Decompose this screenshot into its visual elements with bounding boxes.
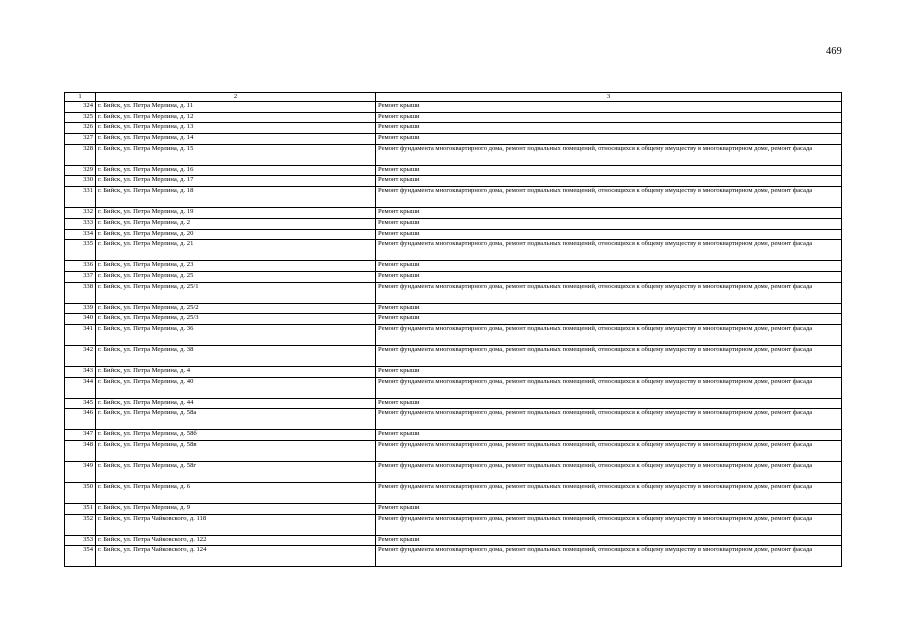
table-row xyxy=(65,345,842,366)
table-row xyxy=(65,144,842,165)
table-row xyxy=(65,535,842,546)
table-row xyxy=(65,324,842,345)
row-number-cell: 348 xyxy=(65,441,96,462)
row-address-cell: г. Бийск, ул. Петра Мерлина, д. 13 xyxy=(96,123,376,134)
row-number-cell: 341 xyxy=(65,324,96,345)
table-row xyxy=(65,462,842,483)
row-work-cell: Ремонт крыши xyxy=(376,102,842,113)
row-address-cell: г. Бийск, ул. Петра Мерлина, д. 20 xyxy=(96,229,376,240)
row-work-cell: Ремонт фундамента многоквартирного дома, ремонт подвальных помещений, относящихся к общему имуществу в многоквартирном доме, ремонт фасада xyxy=(376,483,842,504)
table-row xyxy=(65,134,842,145)
table-row xyxy=(65,229,842,240)
table-row xyxy=(65,409,842,430)
table-row xyxy=(65,430,842,441)
row-number-cell: 342 xyxy=(65,345,96,366)
row-address-cell: г. Бийск, ул. Петра Мерлина, д. 4 xyxy=(96,366,376,377)
row-number-cell: 352 xyxy=(65,514,96,535)
row-address-cell: г. Бийск, ул. Петра Мерлина, д. 19 xyxy=(96,208,376,219)
table-row xyxy=(65,377,842,398)
table-row xyxy=(65,165,842,176)
row-address-cell: г. Бийск, ул. Петра Мерлина, д. 40 xyxy=(96,377,376,398)
row-address-cell: г. Бийск, ул. Петра Мерлина, д. 25/3 xyxy=(96,314,376,325)
row-work-cell: Ремонт фундамента многоквартирного дома, ремонт подвальных помещений, относящихся к общему имуществу в многоквартирном доме, ремонт фасада xyxy=(376,282,842,303)
row-number-cell: 329 xyxy=(65,165,96,176)
row-address-cell: г. Бийск, ул. Петра Мерлина, д. 9 xyxy=(96,504,376,515)
row-address-cell: г. Бийск, ул. Петра Мерлина, д. 36 xyxy=(96,324,376,345)
row-number-cell: 335 xyxy=(65,240,96,261)
row-number-cell: 344 xyxy=(65,377,96,398)
page-number: 469 xyxy=(826,46,842,57)
row-work-cell: Ремонт фундамента многоквартирного дома, ремонт подвальных помещений, относящихся к общему имуществу в многоквартирном доме, ремонт фасада xyxy=(376,187,842,208)
row-work-cell: Ремонт фундамента многоквартирного дома, ремонт подвальных помещений, относящихся к общему имуществу в многоквартирном доме, ремонт фасада xyxy=(376,377,842,398)
row-number-cell: 338 xyxy=(65,282,96,303)
table-row xyxy=(65,546,842,567)
row-number-cell: 327 xyxy=(65,134,96,145)
row-work-cell: Ремонт фундамента многоквартирного дома, ремонт подвальных помещений, относящихся к общему имуществу в многоквартирном доме, ремонт фасада xyxy=(376,546,842,567)
table-row xyxy=(65,282,842,303)
header-cell-work: 3 xyxy=(376,93,842,102)
table-header-row xyxy=(65,93,842,102)
row-number-cell: 339 xyxy=(65,303,96,314)
row-number-cell: 330 xyxy=(65,176,96,187)
row-work-cell: Ремонт крыши xyxy=(376,218,842,229)
row-work-cell: Ремонт крыши xyxy=(376,229,842,240)
row-address-cell: г. Бийск, ул. Петра Мерлина, д. 21 xyxy=(96,240,376,261)
table-row xyxy=(65,176,842,187)
row-work-cell: Ремонт крыши xyxy=(376,123,842,134)
table-row xyxy=(65,314,842,325)
row-address-cell: г. Бийск, ул. Петра Мерлина, д. 15 xyxy=(96,144,376,165)
row-address-cell: г. Бийск, ул. Петра Мерлина, д. 2 xyxy=(96,218,376,229)
row-work-cell: Ремонт крыши xyxy=(376,271,842,282)
row-work-cell: Ремонт крыши xyxy=(376,366,842,377)
row-address-cell: г. Бийск, ул. Петра Мерлина, д. 23 xyxy=(96,261,376,272)
row-work-cell: Ремонт крыши xyxy=(376,303,842,314)
row-number-cell: 336 xyxy=(65,261,96,272)
row-address-cell: г. Бийск, ул. Петра Мерлина, д. 58б xyxy=(96,430,376,441)
row-address-cell: г. Бийск, ул. Петра Мерлина, д. 58в xyxy=(96,441,376,462)
row-work-cell: Ремонт фундамента многоквартирного дома, ремонт подвальных помещений, относящихся к общему имуществу в многоквартирном доме, ремонт фасада xyxy=(376,240,842,261)
works-table xyxy=(64,92,842,567)
row-address-cell: г. Бийск, ул. Петра Мерлина, д. 6 xyxy=(96,483,376,504)
row-work-cell: Ремонт крыши xyxy=(376,134,842,145)
table-row xyxy=(65,208,842,219)
row-address-cell: г. Бийск, ул. Петра Мерлина, д. 58а xyxy=(96,409,376,430)
row-number-cell: 349 xyxy=(65,462,96,483)
row-number-cell: 351 xyxy=(65,504,96,515)
row-number-cell: 334 xyxy=(65,229,96,240)
row-work-cell: Ремонт фундамента многоквартирного дома, ремонт подвальных помещений, относящихся к общему имуществу в многоквартирном доме, ремонт фасада xyxy=(376,345,842,366)
row-address-cell: г. Бийск, ул. Петра Мерлина, д. 16 xyxy=(96,165,376,176)
row-number-cell: 343 xyxy=(65,366,96,377)
row-number-cell: 346 xyxy=(65,409,96,430)
row-work-cell: Ремонт фундамента многоквартирного дома, ремонт подвальных помещений, относящихся к общему имуществу в многоквартирном доме, ремонт фасада xyxy=(376,324,842,345)
table-row xyxy=(65,303,842,314)
row-work-cell: Ремонт крыши xyxy=(376,176,842,187)
row-number-cell: 347 xyxy=(65,430,96,441)
row-number-cell: 333 xyxy=(65,218,96,229)
table-row xyxy=(65,271,842,282)
row-address-cell: г. Бийск, ул. Петра Мерлина, д. 44 xyxy=(96,398,376,409)
row-address-cell: г. Бийск, ул. Петра Мерлина, д. 11 xyxy=(96,102,376,113)
row-work-cell: Ремонт крыши xyxy=(376,535,842,546)
row-number-cell: 353 xyxy=(65,535,96,546)
table-row xyxy=(65,187,842,208)
table-row xyxy=(65,240,842,261)
table-row xyxy=(65,112,842,123)
header-cell-address: 2 xyxy=(96,93,376,102)
row-work-cell: Ремонт крыши xyxy=(376,314,842,325)
row-number-cell: 332 xyxy=(65,208,96,219)
table-row xyxy=(65,398,842,409)
table-row xyxy=(65,123,842,134)
table-row xyxy=(65,514,842,535)
row-work-cell: Ремонт крыши xyxy=(376,208,842,219)
row-address-cell: г. Бийск, ул. Петра Мерлина, д. 18 xyxy=(96,187,376,208)
header-cell-number: 1 xyxy=(65,93,96,102)
row-number-cell: 328 xyxy=(65,144,96,165)
row-number-cell: 325 xyxy=(65,112,96,123)
row-address-cell: г. Бийск, ул. Петра Мерлина, д. 38 xyxy=(96,345,376,366)
row-work-cell: Ремонт крыши xyxy=(376,165,842,176)
table-row xyxy=(65,441,842,462)
row-number-cell: 340 xyxy=(65,314,96,325)
row-address-cell: г. Бийск, ул. Петра Мерлина, д. 25/1 xyxy=(96,282,376,303)
row-number-cell: 331 xyxy=(65,187,96,208)
table-row xyxy=(65,102,842,113)
table-row xyxy=(65,261,842,272)
row-work-cell: Ремонт фундамента многоквартирного дома, ремонт подвальных помещений, относящихся к общему имуществу в многоквартирном доме, ремонт фасада xyxy=(376,441,842,462)
row-number-cell: 354 xyxy=(65,546,96,567)
row-address-cell: г. Бийск, ул. Петра Мерлина, д. 14 xyxy=(96,134,376,145)
row-work-cell: Ремонт крыши xyxy=(376,261,842,272)
row-address-cell: г. Бийск, ул. Петра Чайковского, д. 118 xyxy=(96,514,376,535)
table-row xyxy=(65,483,842,504)
table-row xyxy=(65,366,842,377)
row-number-cell: 345 xyxy=(65,398,96,409)
row-work-cell: Ремонт фундамента многоквартирного дома, ремонт подвальных помещений, относящихся к общему имуществу в многоквартирном доме, ремонт фасада xyxy=(376,409,842,430)
row-address-cell: г. Бийск, ул. Петра Мерлина, д. 25/2 xyxy=(96,303,376,314)
table-body xyxy=(65,93,842,567)
row-number-cell: 350 xyxy=(65,483,96,504)
row-address-cell: г. Бийск, ул. Петра Мерлина, д. 17 xyxy=(96,176,376,187)
row-work-cell: Ремонт крыши xyxy=(376,398,842,409)
row-work-cell: Ремонт фундамента многоквартирного дома, ремонт подвальных помещений, относящихся к общему имуществу в многоквартирном доме, ремонт фасада xyxy=(376,514,842,535)
row-address-cell: г. Бийск, ул. Петра Чайковского, д. 122 xyxy=(96,535,376,546)
row-address-cell: г. Бийск, ул. Петра Мерлина, д. 12 xyxy=(96,112,376,123)
row-address-cell: г. Бийск, ул. Петра Чайковского, д. 124 xyxy=(96,546,376,567)
row-number-cell: 337 xyxy=(65,271,96,282)
row-work-cell: Ремонт крыши xyxy=(376,504,842,515)
row-number-cell: 324 xyxy=(65,102,96,113)
row-work-cell: Ремонт крыши xyxy=(376,430,842,441)
row-address-cell: г. Бийск, ул. Петра Мерлина, д. 25 xyxy=(96,271,376,282)
table-row xyxy=(65,504,842,515)
table-row xyxy=(65,218,842,229)
row-address-cell: г. Бийск, ул. Петра Мерлина, д. 58г xyxy=(96,462,376,483)
row-work-cell: Ремонт фундамента многоквартирного дома, ремонт подвальных помещений, относящихся к общему имуществу в многоквартирном доме, ремонт фасада xyxy=(376,462,842,483)
row-work-cell: Ремонт фундамента многоквартирного дома, ремонт подвальных помещений, относящихся к общему имуществу в многоквартирном доме, ремонт фасада xyxy=(376,144,842,165)
row-number-cell: 326 xyxy=(65,123,96,134)
row-work-cell: Ремонт крыши xyxy=(376,112,842,123)
